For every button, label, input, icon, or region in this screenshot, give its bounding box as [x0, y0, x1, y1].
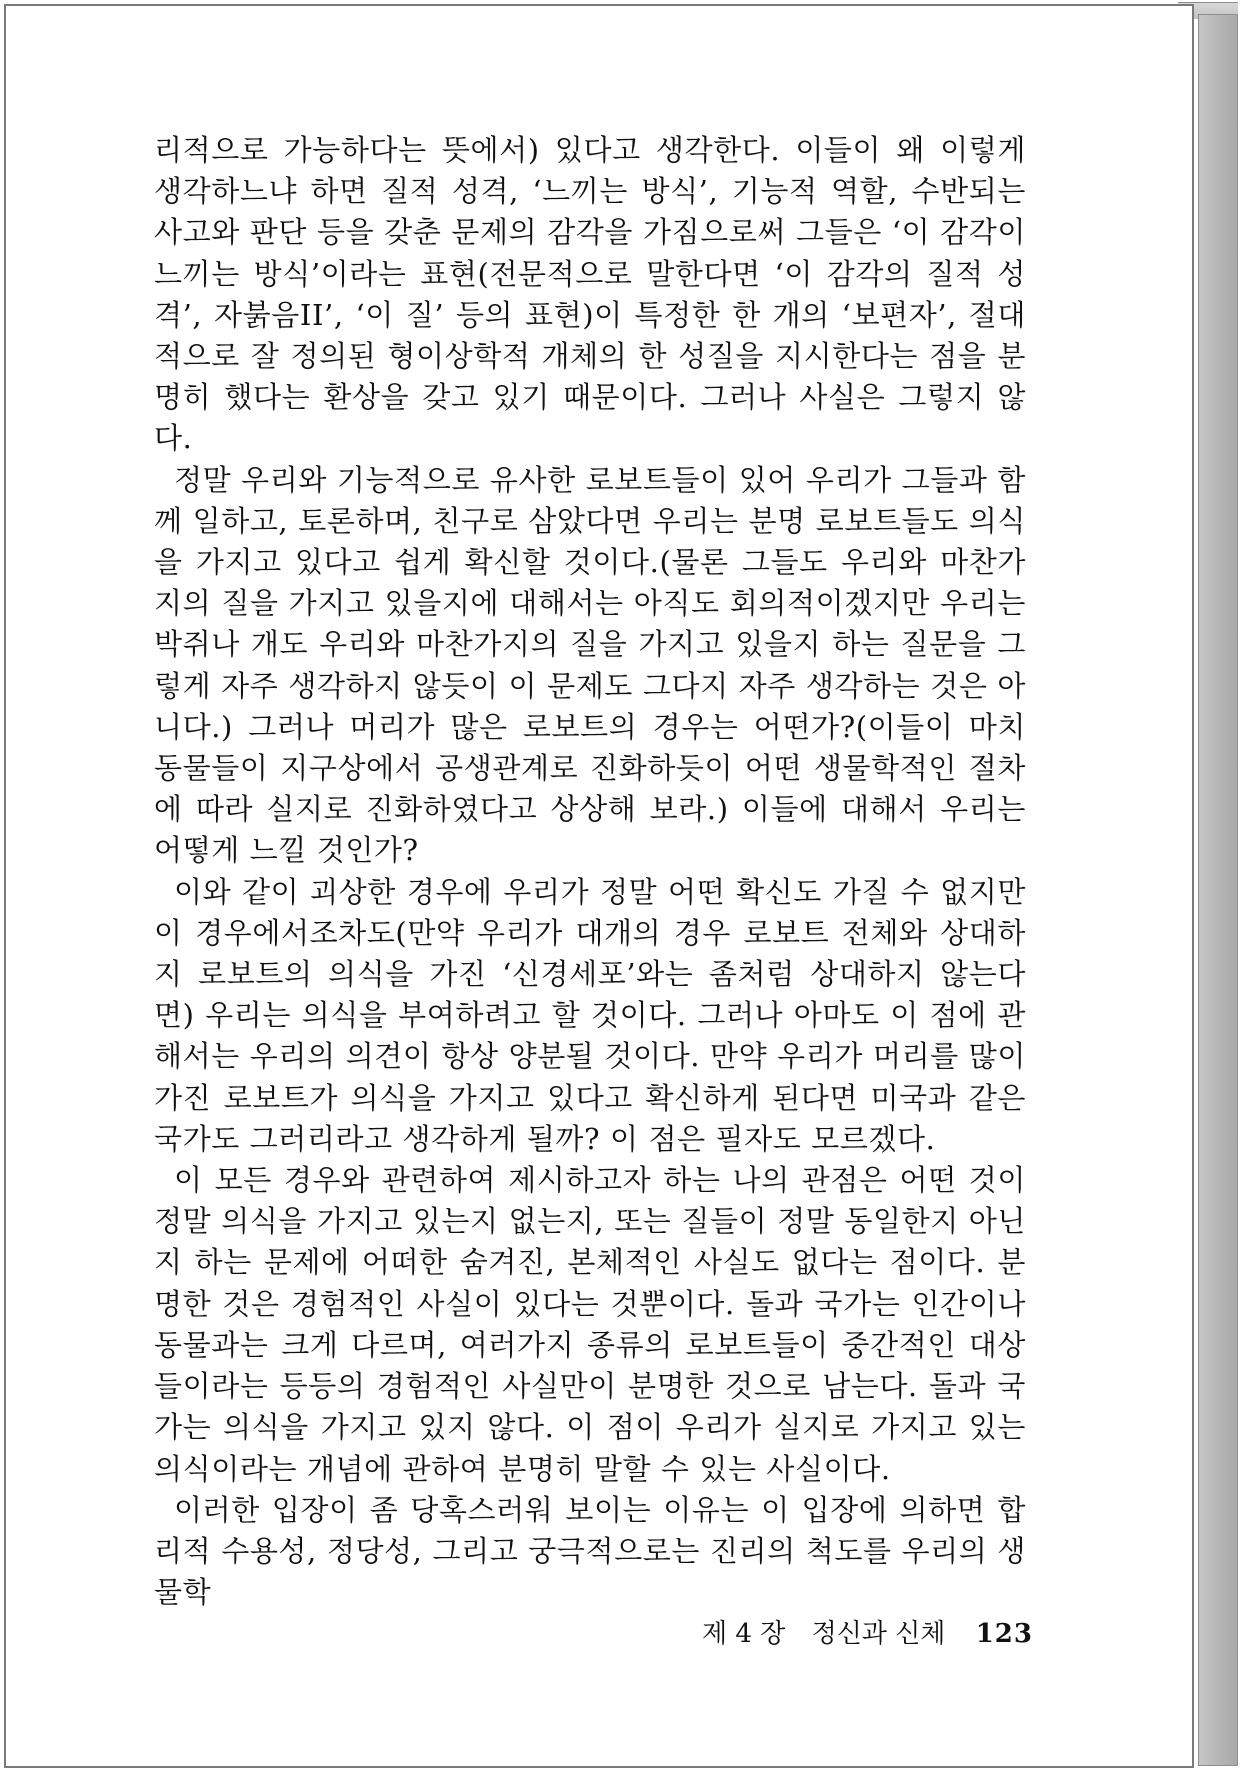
paragraph-1: 리적으로 가능하다는 뜻에서) 있다고 생각한다. 이들이 왜 이렇게 생각하느냐 하면 질적 성격, ‘느끼는 방식’, 기능적 역할, 수반되는 사고와 판단 등을 갖춘 문제의 감각을 가짐으로써 그들은 ‘이 감각이 느끼는 방식’이라는 표현(전문적으로 말한다면 ‘이 감각의 질적 성격’, 자붉음II’, ‘이 질’ 등의 표현)이 특정한 한 개의 ‘보편자’, 절대적으로 잘 정의된 형이상학적 개체의 한 성질을 지시한다는 점을 분명히 했다는 환상을 갖고 있기 때문이다. 그러나 사실은 그렇지 않다.	[154, 133, 1026, 456]
paragraph-3: 이와 같이 괴상한 경우에 우리가 정말 어떤 확신도 가질 수 없지만 이 경우에서조차도(만약 우리가 대개의 경우 로보트 전체와 상대하지 로보트의 의식을 가진 ‘신경세포’와는 좀처럼 상대하지 않는다면) 우리는 의식을 부여하려고 할 것이다. 그러나 아마도 이 점에 관해서는 우리의 의견이 항상 양분될 것이다. 만약 우리가 머리를 많이 가진 로보트가 의식을 가지고 있다고 확신하게 된다면 미국과 같은 국가도 그러리라고 생각하게 될까? 이 점은 필자도 모르겠다.	[154, 874, 1026, 1156]
chapter-title: 정신과 신체	[811, 1619, 946, 1649]
paragraph-2: 정말 우리와 기능적으로 유사한 로보트들이 있어 우리가 그들과 함께 일하고, 토론하며, 친구로 삼았다면 우리는 분명 로보트들도 의식을 가지고 있다고 쉽게 확신할 것이다.(물론 그들도 우리와 마찬가지의 질을 가지고 있을지에 대해서는 아직도 회의적이겠지만 우리는 박쥐나 개도 우리와 마찬가지의 질을 가지고 있을지 하는 질문을 그렇게 자주 생각하지 않듯이 이 문제도 그다지 자주 생각하는 것은 아니다.) 그러나 머리가 많은 로보트의 경우는 어떤가?(이들이 마치 동물들이 지구상에서 공생관계로 진화하듯이 어떤 생물학적인 절차에 따라 실지로 진화하였다고 상상해 보라.) 이들에 대해서 우리는 어떻게 느낄 것인가?	[154, 462, 1026, 868]
paragraph-4: 이 모든 경우와 관련하여 제시하고자 하는 나의 관점은 어떤 것이 정말 의식을 가지고 있는지 없는지, 또는 질들이 정말 동일한지 아닌지 하는 문제에 어떠한 숨겨진, 본체적인 사실도 없다는 점이다. 분명한 것은 경험적인 사실이 있다는 것뿐이다. 돌과 국가는 인간이나 동물과는 크게 다르며, 여러가지 종류의 로보트들이 중간적인 대상들이라는 등등의 경험적인 사실만이 분명한 것으로 남는다. 돌과 국가는 의식을 가지고 있지 않다. 이 점이 우리가 실지로 가지고 있는 의식이라는 개념에 관하여 분명히 말할 수 있는 사실이다.	[154, 1163, 1026, 1486]
book-page	[4, 4, 1194, 1768]
paragraph-5: 이러한 입장이 좀 당혹스러워 보이는 이유는 이 입장에 의하면 합리적 수용성, 정당성, 그리고 궁극적으로는 진리의 척도를 우리의 생물학	[154, 1492, 1026, 1610]
running-footer	[702, 1613, 1032, 1650]
chapter-label: 제 4 장	[702, 1619, 786, 1649]
page-stack-right-edge	[1198, 14, 1238, 1766]
page-number: 123	[975, 1619, 1033, 1649]
body-text	[154, 130, 1026, 1613]
